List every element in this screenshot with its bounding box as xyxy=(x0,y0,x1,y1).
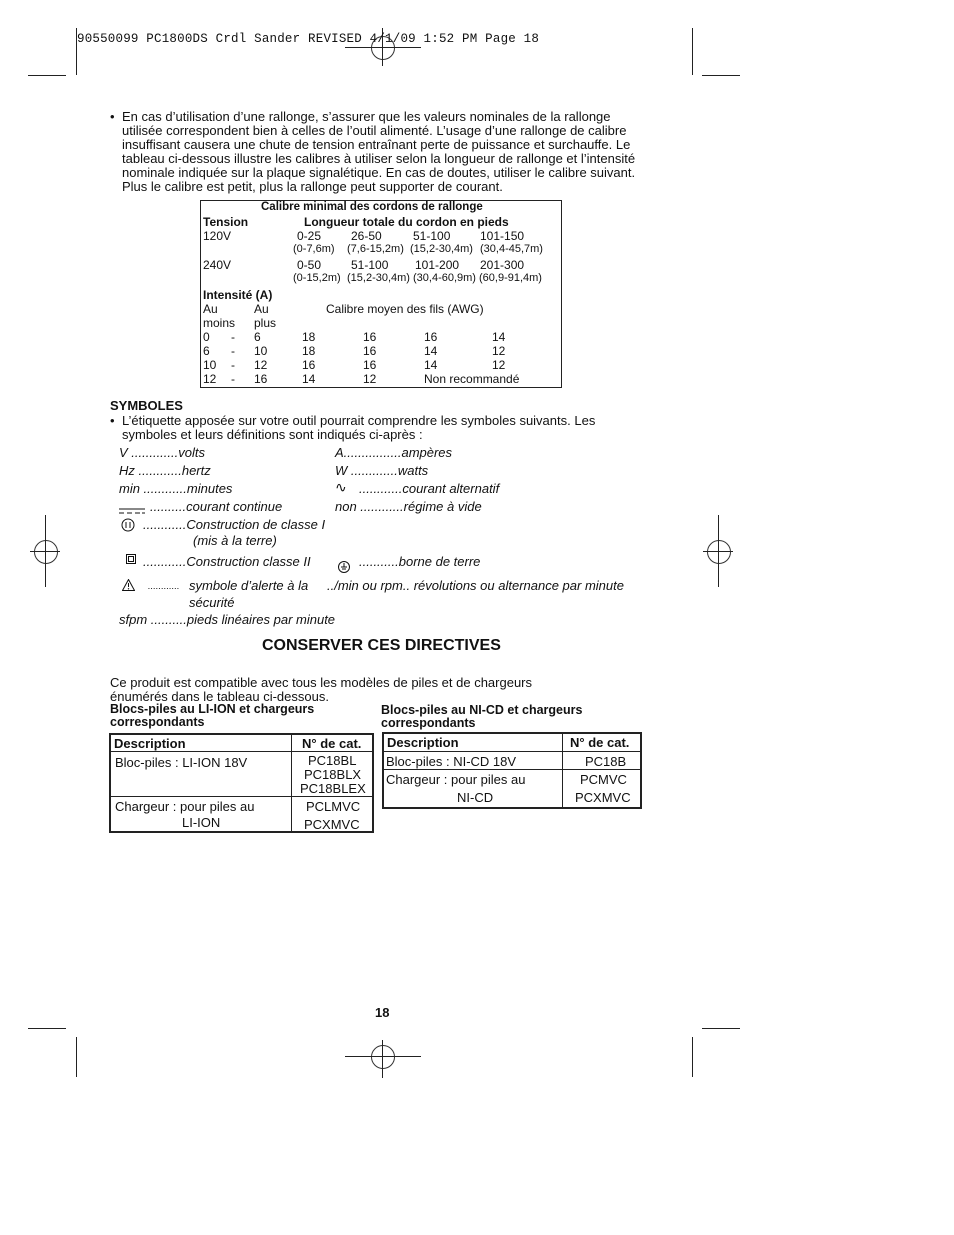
symbol-hertz: Hz ............hertz xyxy=(119,463,211,478)
symbol-alert-2: sécurité xyxy=(189,595,235,610)
metric-cell: (60,9-91,4m) xyxy=(479,272,542,284)
symbol-earth: ...........borne de terre xyxy=(359,554,481,569)
plus-label: plus xyxy=(254,316,277,330)
range-cell: 0-50 xyxy=(297,258,322,272)
table-cell: Bloc-piles : LI-ION 18V xyxy=(115,755,248,770)
bullet-dot: • xyxy=(110,109,115,124)
symbol-sfpm: sfpm ..........pieds linéaires par minute xyxy=(119,612,336,627)
table-cell: 14 xyxy=(492,330,506,344)
voltage-240: 240V xyxy=(203,258,232,272)
li-ion-table xyxy=(109,733,374,833)
table-cell: PC18BLEX xyxy=(300,781,366,796)
range-cell: 26-50 xyxy=(351,229,382,243)
table-cell: - xyxy=(231,372,235,386)
range-cell: 51-100 xyxy=(413,229,451,243)
table-cell: 14 xyxy=(424,344,438,358)
table-cell: 16 xyxy=(424,330,438,344)
extension-cord-table xyxy=(200,200,562,388)
symbol-alert: symbole d’alerte à la xyxy=(189,578,309,593)
range-cell: 0-25 xyxy=(297,229,322,243)
table-cell: PCXMVC xyxy=(575,790,631,805)
table-cell: Chargeur : pour piles au xyxy=(386,772,526,787)
direct-current-icon xyxy=(119,502,145,510)
metric-cell: (0-15,2m) xyxy=(293,272,341,284)
au-label: Au xyxy=(203,302,218,316)
range-cell: 51-100 xyxy=(351,258,389,272)
class-two-icon xyxy=(126,551,136,561)
earth-terminal-icon xyxy=(338,560,350,572)
metric-cell: (0-7,6m) xyxy=(293,243,335,255)
column-header-catalog: N° de cat. xyxy=(302,736,362,751)
li-ion-heading: Blocs-piles au LI-ION et chargeurs correspondants xyxy=(110,702,315,729)
moins-label: moins xyxy=(203,316,236,330)
au-label: Au xyxy=(254,302,269,316)
table-cell: PCLMVC xyxy=(306,799,361,814)
table-cell: - xyxy=(231,344,235,358)
table-cell: 0 xyxy=(203,330,210,344)
table-cell: 10 xyxy=(254,344,268,358)
symbols-intro: L’étiquette apposée sur votre outil pourrait comprendre les symboles suivants. Les symboles et leurs définitions sont indiqués ci-après : xyxy=(122,413,596,442)
warning-icon xyxy=(122,578,135,590)
bullet-dot: • xyxy=(110,413,115,428)
alert-dots: ............ xyxy=(148,581,180,592)
metric-cell: (15,2-30,4m) xyxy=(410,243,473,255)
table-cell: NI-CD xyxy=(457,790,494,805)
symbol-amperes: A................ampères xyxy=(335,445,453,460)
symbol-no-load: non ............régime à vide xyxy=(335,499,482,514)
intensity-label: Intensité (A) xyxy=(203,288,273,302)
page-number: 18 xyxy=(375,1005,390,1020)
symbol-watts: W .............watts xyxy=(335,463,429,478)
table-cell: 16 xyxy=(363,344,377,358)
column-header-description: Description xyxy=(387,735,459,750)
table-cell: PC18BLX xyxy=(304,767,362,782)
table-cell: 16 xyxy=(363,358,377,372)
intro-paragraph: En cas d’utilisation d’une rallonge, s’assurer que les valeurs nominales de la rallonge utilisée correspondent bien à celles de l’outil alimenté. L’usage d’une rallonge de calibre insuffisant causera une chute de tension entraînant perte de puissance et surchauffe. Le tableau ci-dessous illustre les calibres à utiliser selon la longueur de rallonge et l’intensité nominale indiquée sur la plaque signalétique. En cas de doutes, utiliser le calibre suivant. Plus le calibre est petit, plus la rallonge peut supporter de courant. xyxy=(122,109,636,194)
table-cell: 16 xyxy=(254,372,268,386)
table-cell: 18 xyxy=(302,344,316,358)
table-cell: 12 xyxy=(492,358,506,372)
class-one-icon xyxy=(121,518,135,532)
range-cell: 201-300 xyxy=(480,258,525,272)
table-cell: 6 xyxy=(254,330,261,344)
symbol-volts: V .............volts xyxy=(119,445,205,460)
table-cell: - xyxy=(231,358,235,372)
column-header-catalog: N° de cat. xyxy=(570,735,630,750)
symbol-rpm: ../min ou rpm.. révolutions ou alternance par minute xyxy=(327,578,624,593)
gauge-label: Calibre moyen des fils (AWG) xyxy=(326,302,484,316)
table-cell: 10 xyxy=(203,358,217,372)
length-label: Longueur totale du cordon en pieds xyxy=(304,215,509,229)
symbol-dc: ..........courant continue xyxy=(150,499,283,514)
table-cell: PC18BL xyxy=(308,753,357,768)
table-cell: PCMVC xyxy=(580,772,627,787)
table-cell: PCXMVC xyxy=(304,817,360,832)
table-cell: LI-ION xyxy=(182,815,221,830)
symbols-heading: SYMBOLES xyxy=(110,398,183,413)
table-cell: 14 xyxy=(424,358,438,372)
symbol-class-2: ............Construction classe II xyxy=(143,554,311,569)
table-cell: Bloc-piles : NI-CD 18V xyxy=(386,754,517,769)
print-slug: 90550099 PC1800DS Crdl Sander REVISED 4/1/09 1:52 PM Page 18 xyxy=(77,32,540,46)
compat-text: Ce produit est compatible avec tous les modèles de piles et de chargeurs énumérés dans le tableau ci-dessous. xyxy=(110,675,533,704)
table-cell: 12 xyxy=(254,358,268,372)
symbol-class-1: ............Construction de classe I xyxy=(143,517,326,532)
symbol-class-1-note: (mis à la terre) xyxy=(193,533,277,548)
range-cell: 101-150 xyxy=(480,229,525,243)
table-cell: 12 xyxy=(203,372,217,386)
table-cell: 18 xyxy=(302,330,316,344)
table-cell: 16 xyxy=(302,358,316,372)
table-cell: 14 xyxy=(302,372,316,386)
tension-label: Tension xyxy=(203,215,249,229)
metric-cell: (30,4-60,9m) xyxy=(413,272,476,284)
table-cell: - xyxy=(231,330,235,344)
ni-cd-heading: Blocs-piles au NI-CD et chargeurs correspondants xyxy=(381,703,583,730)
column-header-description: Description xyxy=(114,736,186,751)
table-cell: 16 xyxy=(363,330,377,344)
save-directives-heading: CONSERVER CES DIRECTIVES xyxy=(262,637,501,654)
table-cell: 12 xyxy=(363,372,377,386)
table-cell: Chargeur : pour piles au xyxy=(115,799,255,814)
range-cell: 101-200 xyxy=(415,258,460,272)
table-cell: 6 xyxy=(203,344,210,358)
table-cell: Non recommandé xyxy=(424,372,520,386)
table-cell: 12 xyxy=(492,344,506,358)
metric-cell: (7,6-15,2m) xyxy=(347,243,404,255)
table-cell: PC18B xyxy=(585,754,627,769)
ni-cd-table xyxy=(382,732,642,809)
symbol-minutes: min ............minutes xyxy=(119,481,233,496)
metric-cell: (30,4-45,7m) xyxy=(480,243,543,255)
table-title: Calibre minimal des cordons de rallonge xyxy=(261,201,483,213)
metric-cell: (15,2-30,4m) xyxy=(347,272,410,284)
alternating-current-icon: ∿ xyxy=(335,479,347,495)
voltage-120: 120V xyxy=(203,229,232,243)
symbol-ac: ............courant alternatif xyxy=(359,481,500,496)
